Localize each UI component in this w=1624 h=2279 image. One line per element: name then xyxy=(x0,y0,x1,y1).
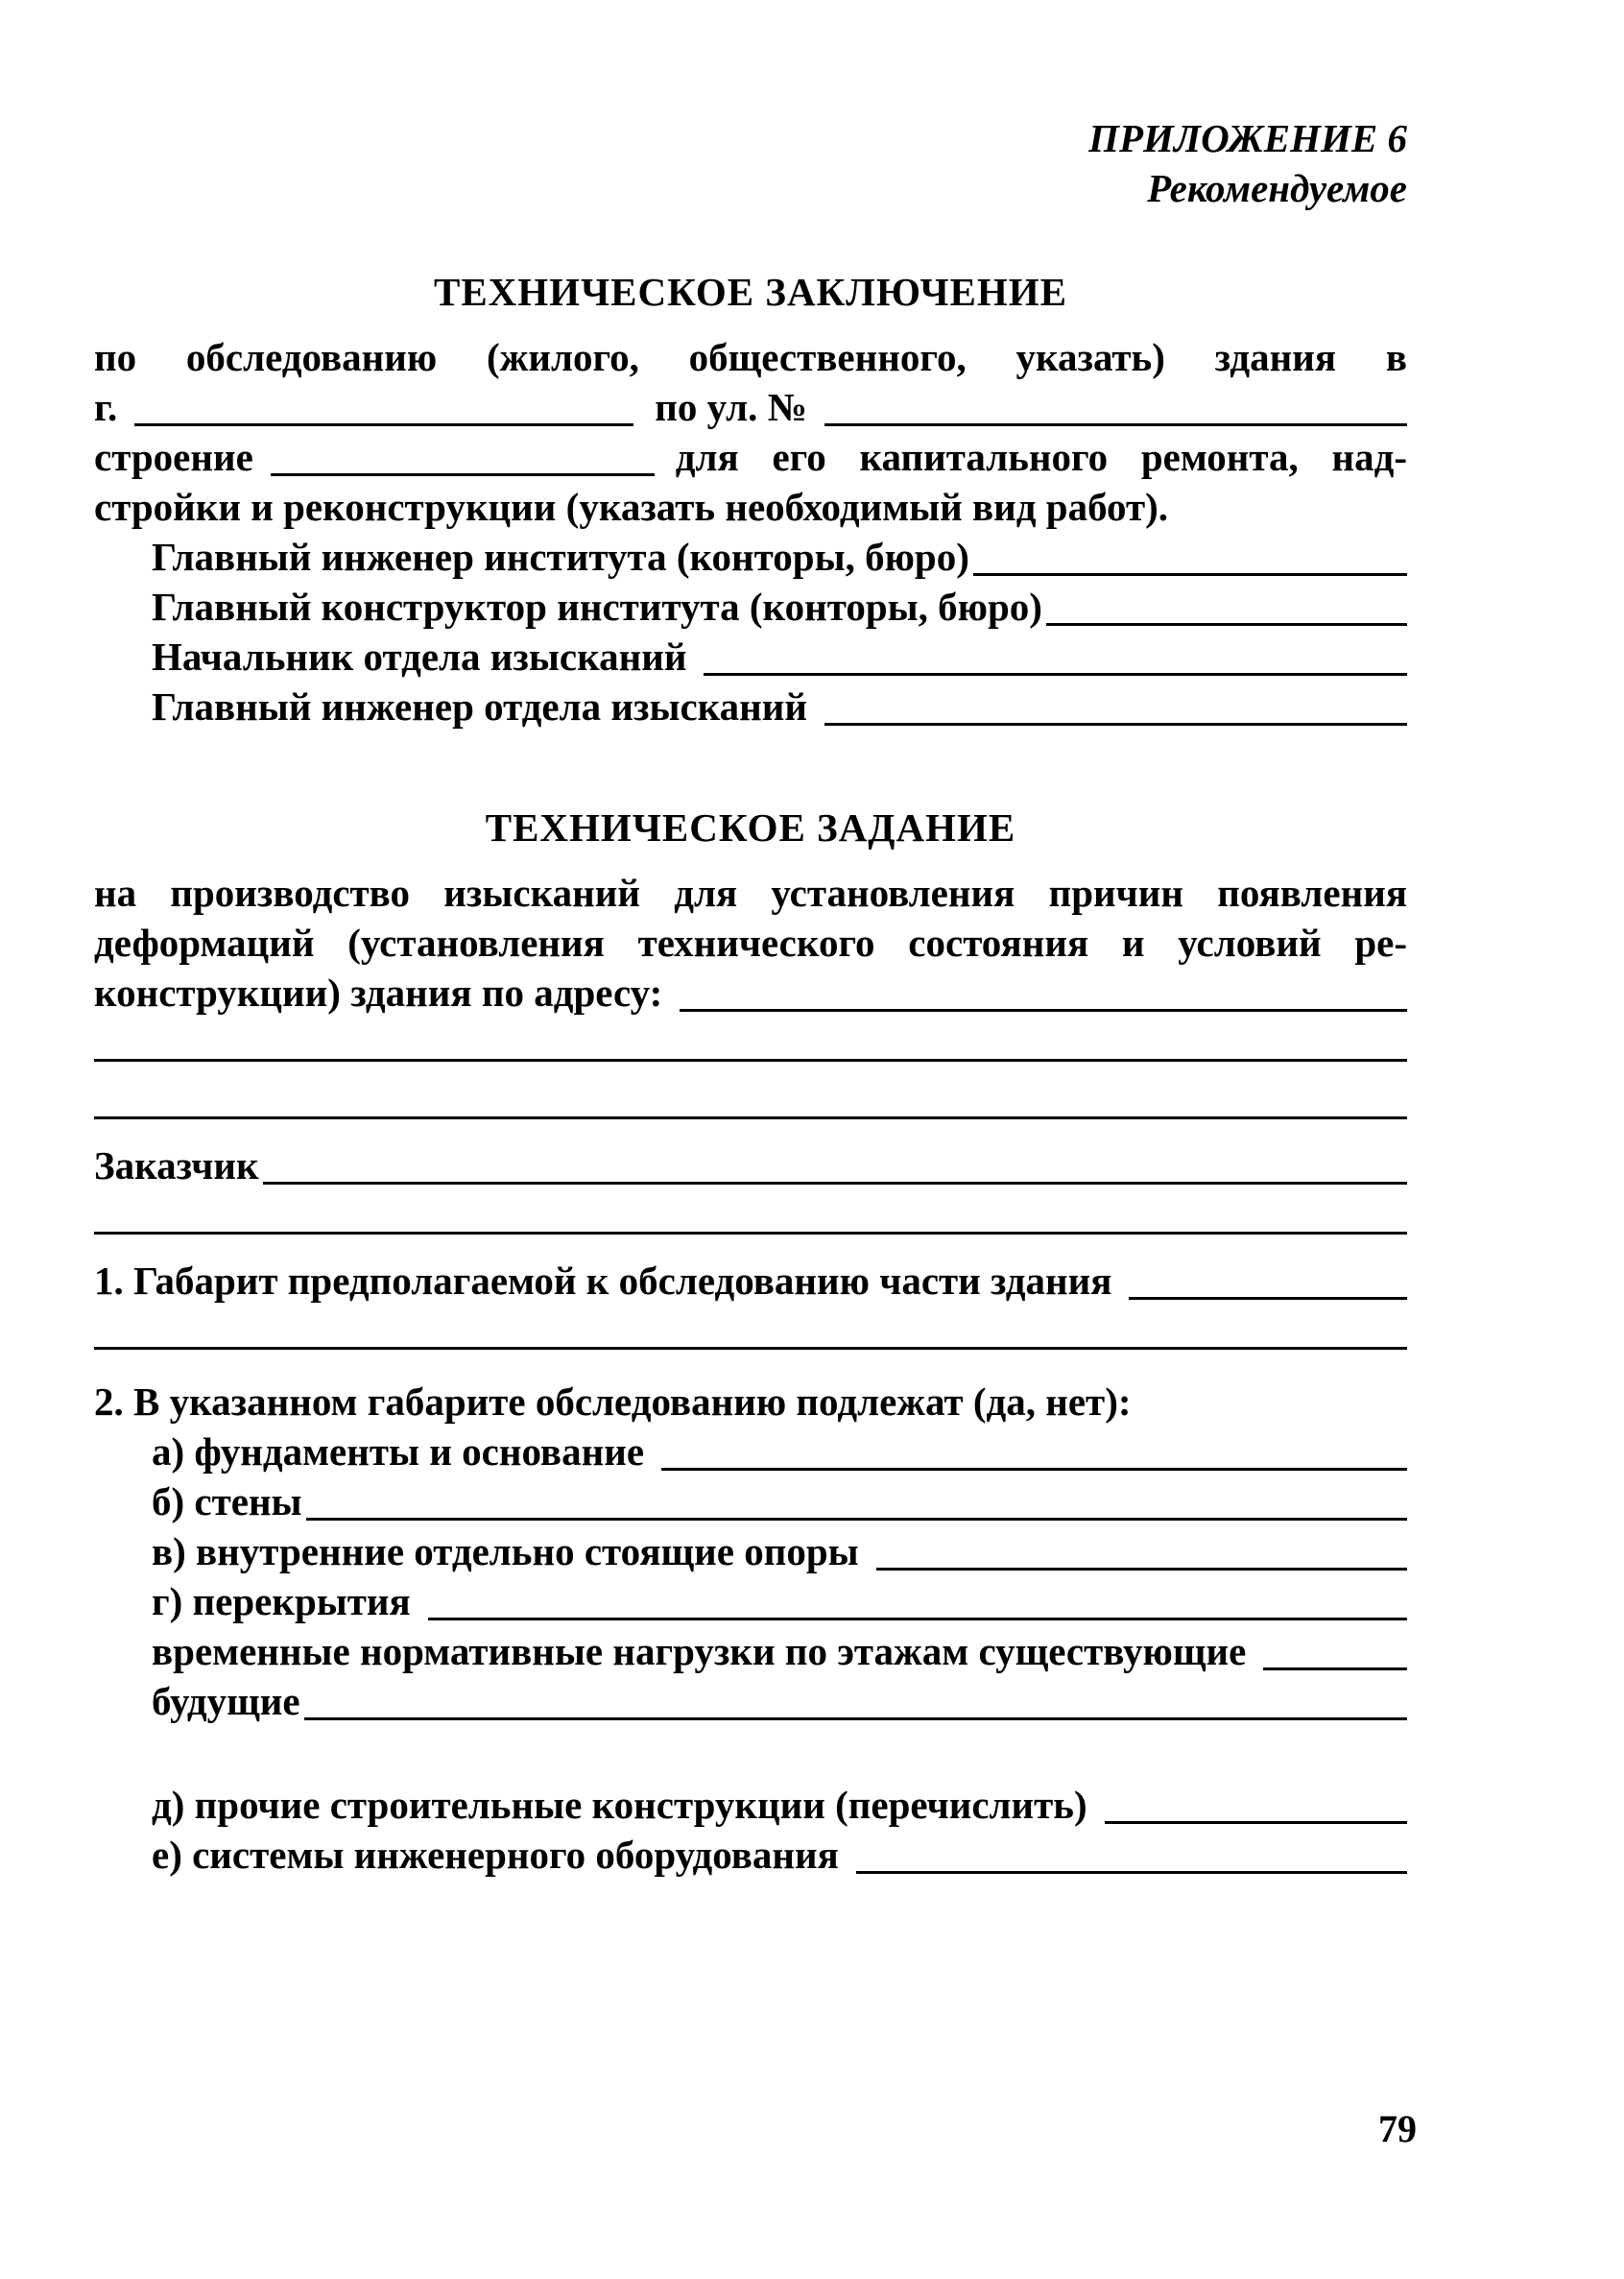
address-field-extra[interactable] xyxy=(94,1075,1407,1133)
city-street-line xyxy=(94,382,1407,432)
item-1-label: 1. Габарит предполагаемой к обследованию части здания xyxy=(94,1259,1112,1303)
address-line xyxy=(94,968,1407,1018)
city-field[interactable] xyxy=(134,423,633,426)
signatory-label: Главный конструктор института (конторы, бюро) xyxy=(152,585,1042,629)
assignment-line-2: деформаций (установления технического состояния и условий ре- xyxy=(94,921,1407,965)
street-field[interactable] xyxy=(824,423,1407,426)
customer-label: Заказчик xyxy=(94,1143,259,1187)
building-line xyxy=(94,432,1407,482)
subitem-label: г) перекрытия xyxy=(152,1579,411,1623)
loads-future-field[interactable] xyxy=(304,1717,1407,1720)
signatory-row xyxy=(94,632,1407,682)
signature-field[interactable] xyxy=(824,723,1407,726)
subitem-label: а) фундаменты и основание xyxy=(152,1429,645,1474)
appendix-status: Рекомендуемое xyxy=(1147,166,1407,210)
subitem-label: в) внутренние отдельно стоящие опоры xyxy=(152,1529,859,1573)
signature-field[interactable] xyxy=(1046,623,1407,626)
subitem-row xyxy=(94,1780,1407,1830)
item-2-line xyxy=(94,1377,1407,1427)
item-1-field[interactable] xyxy=(1129,1297,1407,1300)
building-label: строение xyxy=(94,435,253,479)
signatory-label: Главный инженер отдела изысканий xyxy=(152,684,808,729)
customer-field[interactable] xyxy=(263,1182,1407,1185)
signatory-row xyxy=(94,532,1407,582)
loads-future-label: будущие xyxy=(152,1679,300,1723)
item-1-field-extra[interactable] xyxy=(94,1306,1407,1363)
item-2-label: 2. В указанном габарите обследованию подлежат (да, нет): xyxy=(94,1379,1132,1424)
page-content xyxy=(94,113,1407,1880)
subitem-label: е) системы инженерного оборудования xyxy=(152,1833,839,1877)
appendix-label: ПРИЛОЖЕНИЕ 6 xyxy=(1088,116,1407,160)
signatory-label: Начальник отдела изысканий xyxy=(152,635,687,679)
subitem-row xyxy=(94,1526,1407,1576)
purpose-line-2 xyxy=(94,482,1407,532)
address-field-extra[interactable] xyxy=(94,1018,1407,1075)
subitem-row xyxy=(94,1476,1407,1526)
signature-field[interactable] xyxy=(973,573,1407,576)
loads-current-label: временные нормативные нагрузки по этажам существующие xyxy=(152,1629,1247,1673)
subitem-row xyxy=(94,1676,1407,1726)
subitem-label: б) стены xyxy=(152,1479,302,1523)
city-label: г. xyxy=(94,385,118,429)
signatory-row xyxy=(94,582,1407,632)
assignment-line-3: конструкции) здания по адресу: xyxy=(94,971,663,1015)
subitem-field[interactable] xyxy=(1105,1821,1407,1824)
address-field[interactable] xyxy=(680,1009,1407,1012)
page-number: 79 xyxy=(1378,2107,1417,2150)
subitem-row xyxy=(94,1830,1407,1880)
signature-field[interactable] xyxy=(704,673,1407,676)
purpose-text-2: стройки и реконструкции (указать необходимый вид работ). xyxy=(94,485,1169,529)
customer-line xyxy=(94,1140,1407,1190)
subitem-label: д) прочие строительные конструкции (перечислить) xyxy=(152,1783,1087,1827)
subitem-row xyxy=(94,1576,1407,1626)
street-label: по ул. № xyxy=(655,385,807,429)
conclusion-title: ТЕХНИЧЕСКОЕ ЗАКЛЮЧЕНИЕ xyxy=(433,270,1068,314)
subitem-row xyxy=(94,1427,1407,1476)
purpose-text-1: для его капитального ремонта, над- xyxy=(675,435,1407,479)
item-1-line xyxy=(94,1256,1407,1306)
assignment-line-1: на производство изысканий для установления причин появления xyxy=(94,871,1407,915)
subitem-field[interactable] xyxy=(876,1568,1407,1571)
subitem-field[interactable] xyxy=(661,1468,1407,1471)
loads-current-field[interactable] xyxy=(1263,1667,1407,1670)
signatory-row xyxy=(94,682,1407,732)
subitem-row xyxy=(94,1626,1407,1676)
assignment-title: ТЕХНИЧЕСКОЕ ЗАДАНИЕ xyxy=(485,805,1016,850)
subitem-field[interactable] xyxy=(428,1618,1407,1620)
building-field[interactable] xyxy=(271,473,655,476)
subitem-field[interactable] xyxy=(856,1871,1407,1874)
conclusion-intro-line: по обследованию (жилого, общественного, указать) здания в xyxy=(94,335,1407,379)
signatory-label: Главный инженер института (конторы, бюро) xyxy=(152,535,969,579)
subitem-field[interactable] xyxy=(306,1518,1407,1521)
customer-field-extra[interactable] xyxy=(94,1190,1407,1248)
